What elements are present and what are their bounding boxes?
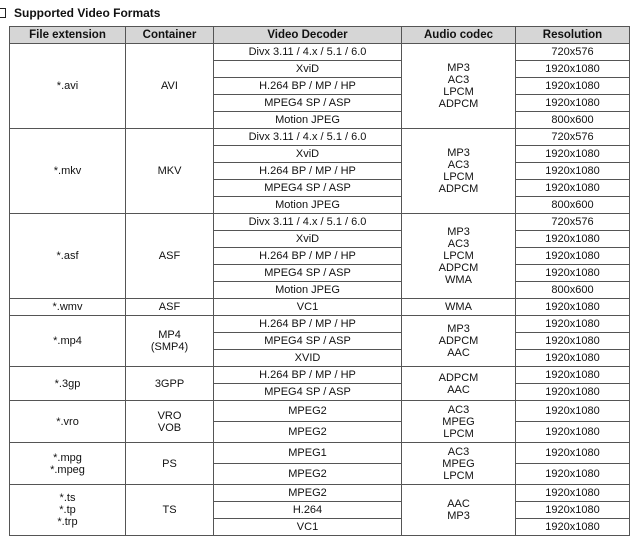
- table-row: [10, 316, 630, 333]
- video-decoder-cell: Motion JPEG: [214, 197, 402, 214]
- video-decoder-cell: VC1: [214, 519, 402, 536]
- resolution-cell: 1920x1080: [516, 265, 630, 282]
- file-extension-cell: [10, 214, 126, 299]
- container-cell: [126, 485, 214, 536]
- video-decoder-cell: MPEG2: [214, 485, 402, 502]
- audio-codec-cell: [402, 214, 516, 299]
- video-decoder-cell: H.264: [214, 502, 402, 519]
- file-extension-cell: [10, 443, 126, 485]
- header-video-decoder: Video Decoder: [214, 27, 402, 44]
- audio-codec-text: LPCM: [443, 427, 474, 440]
- video-decoder-cell: H.264 BP / MP / HP: [214, 163, 402, 180]
- resolution-cell: 1920x1080: [516, 502, 630, 519]
- container-cell: [126, 367, 214, 401]
- section-title: [0, 5, 300, 21]
- audio-codec-text: MP3: [447, 226, 470, 238]
- audio-codec-text: LPCM: [443, 86, 474, 98]
- audio-codec-text: AC3: [447, 403, 470, 416]
- file-extension-text: *.avi: [56, 80, 79, 92]
- video-decoder-cell: H.264 BP / MP / HP: [214, 367, 402, 384]
- table-row: [10, 443, 630, 464]
- audio-codec-cell: [402, 443, 516, 485]
- resolution-cell: 1920x1080: [516, 384, 630, 401]
- resolution-cell: 1920x1080: [516, 401, 630, 422]
- resolution-cell: 1920x1080: [516, 95, 630, 112]
- file-extension-text: *.ts: [59, 492, 76, 504]
- table-row: [10, 485, 630, 502]
- file-extension-text: *.wmv: [52, 301, 83, 313]
- file-extension-text: *.trp: [57, 516, 78, 528]
- container-cell: [126, 316, 214, 367]
- file-extension-cell: [10, 129, 126, 214]
- container-text: MP4: [158, 329, 181, 341]
- video-decoder-cell: MPEG4 SP / ASP: [214, 95, 402, 112]
- audio-codec-text: ADPCM: [438, 335, 479, 347]
- container-text: 3GPP: [154, 377, 185, 390]
- video-decoder-cell: MPEG2: [214, 401, 402, 422]
- file-extension-text: *.mpg: [53, 451, 82, 464]
- audio-codec-text: MP3: [447, 62, 470, 74]
- resolution-cell: 1920x1080: [516, 316, 630, 333]
- video-decoder-cell: MPEG4 SP / ASP: [214, 265, 402, 282]
- resolution-cell: 1920x1080: [516, 333, 630, 350]
- container-cell: [126, 443, 214, 485]
- video-decoder-cell: H.264 BP / MP / HP: [214, 78, 402, 95]
- table-row: [10, 367, 630, 384]
- file-extension-cell: [10, 316, 126, 367]
- container-cell: [126, 44, 214, 129]
- resolution-cell: 1920x1080: [516, 78, 630, 95]
- section-bullet-icon: [0, 8, 6, 18]
- container-text: MKV: [157, 165, 182, 177]
- file-extension-cell: [10, 367, 126, 401]
- resolution-cell: 1920x1080: [516, 231, 630, 248]
- video-decoder-cell: MPEG4 SP / ASP: [214, 180, 402, 197]
- resolution-cell: 1920x1080: [516, 443, 630, 464]
- resolution-cell: 1920x1080: [516, 146, 630, 163]
- video-decoder-cell: Motion JPEG: [214, 282, 402, 299]
- video-decoder-cell: MPEG2: [214, 422, 402, 443]
- resolution-cell: 1920x1080: [516, 163, 630, 180]
- header-container: Container: [126, 27, 214, 44]
- video-decoder-cell: MPEG2: [214, 464, 402, 485]
- audio-codec-cell: [402, 367, 516, 401]
- file-extension-text: *.mpeg: [50, 463, 85, 476]
- container-text: PS: [162, 457, 177, 470]
- table-row: [10, 401, 630, 422]
- file-extension-cell: [10, 401, 126, 443]
- video-decoder-cell: XviD: [214, 231, 402, 248]
- audio-codec-text: LPCM: [443, 250, 474, 262]
- audio-codec-text: AC3: [447, 238, 470, 250]
- audio-codec-text: AC3: [447, 445, 470, 458]
- video-decoder-cell: H.264 BP / MP / HP: [214, 248, 402, 265]
- file-extension-cell: [10, 44, 126, 129]
- audio-codec-text: AC3: [447, 74, 470, 86]
- resolution-cell: 1920x1080: [516, 367, 630, 384]
- container-text: ASF: [158, 301, 181, 313]
- audio-codec-text: AAC: [447, 383, 470, 396]
- audio-codec-text: ADPCM: [438, 371, 479, 384]
- resolution-cell: 1920x1080: [516, 485, 630, 502]
- audio-codec-text: ADPCM: [438, 262, 479, 274]
- table-body: [10, 44, 630, 536]
- resolution-cell: 720x576: [516, 44, 630, 61]
- audio-codec-text: MPEG: [442, 415, 475, 428]
- container-text: AVI: [161, 80, 178, 92]
- section-title-text: Supported Video Formats: [14, 6, 161, 20]
- resolution-cell: 800x600: [516, 282, 630, 299]
- file-extension-text: *.vro: [56, 415, 79, 428]
- video-decoder-cell: Motion JPEG: [214, 112, 402, 129]
- resolution-cell: 1920x1080: [516, 61, 630, 78]
- video-decoder-cell: Divx 3.11 / 4.x / 5.1 / 6.0: [214, 214, 402, 231]
- video-decoder-cell: MPEG4 SP / ASP: [214, 333, 402, 350]
- file-extension-text: *.tp: [59, 504, 76, 516]
- audio-codec-text: MP3: [447, 147, 470, 159]
- audio-codec-text: MPEG: [442, 457, 475, 470]
- header-audio-codec: Audio codec: [402, 27, 516, 44]
- audio-codec-cell: [402, 44, 516, 129]
- audio-codec-text: MP3: [447, 510, 470, 522]
- container-text: VRO: [157, 409, 182, 422]
- audio-codec-text: WMA: [445, 274, 472, 286]
- header-resolution: Resolution: [516, 27, 630, 44]
- resolution-cell: 1920x1080: [516, 464, 630, 485]
- video-decoder-cell: XviD: [214, 146, 402, 163]
- video-decoder-cell: VC1: [214, 299, 402, 316]
- container-cell: [126, 299, 214, 316]
- video-decoder-cell: H.264 BP / MP / HP: [214, 316, 402, 333]
- audio-codec-text: ADPCM: [438, 183, 479, 195]
- container-text: TS: [162, 504, 177, 516]
- resolution-cell: 1920x1080: [516, 248, 630, 265]
- file-extension-cell: [10, 485, 126, 536]
- resolution-cell: 800x600: [516, 197, 630, 214]
- audio-codec-cell: [402, 299, 516, 316]
- audio-codec-text: ADPCM: [438, 98, 479, 110]
- resolution-cell: 1920x1080: [516, 180, 630, 197]
- audio-codec-text: MP3: [447, 323, 470, 335]
- container-text: VOB: [157, 421, 182, 434]
- header-file-extension: File extension: [10, 27, 126, 44]
- file-extension-text: *.asf: [56, 250, 79, 262]
- file-extension-text: *.mp4: [53, 335, 82, 347]
- audio-codec-cell: [402, 316, 516, 367]
- audio-codec-text: WMA: [445, 301, 472, 313]
- resolution-cell: 1920x1080: [516, 350, 630, 367]
- audio-codec-cell: [402, 401, 516, 443]
- resolution-cell: 1920x1080: [516, 519, 630, 536]
- audio-codec-cell: [402, 485, 516, 536]
- file-extension-text: *.3gp: [54, 377, 81, 390]
- table-row: [10, 214, 630, 231]
- resolution-cell: 1920x1080: [516, 422, 630, 443]
- audio-codec-cell: [402, 129, 516, 214]
- container-text: ASF: [158, 250, 181, 262]
- container-cell: [126, 214, 214, 299]
- video-decoder-cell: Divx 3.11 / 4.x / 5.1 / 6.0: [214, 44, 402, 61]
- container-text: (SMP4): [150, 341, 189, 353]
- table-row: [10, 129, 630, 146]
- resolution-cell: 800x600: [516, 112, 630, 129]
- video-decoder-cell: Divx 3.11 / 4.x / 5.1 / 6.0: [214, 129, 402, 146]
- video-decoder-cell: MPEG4 SP / ASP: [214, 384, 402, 401]
- table-row: [10, 44, 630, 61]
- table-row: [10, 299, 630, 316]
- video-decoder-cell: MPEG1: [214, 443, 402, 464]
- audio-codec-text: AC3: [447, 159, 470, 171]
- container-cell: [126, 129, 214, 214]
- video-decoder-cell: XVID: [214, 350, 402, 367]
- video-formats-table: [9, 26, 630, 536]
- resolution-cell: 720x576: [516, 214, 630, 231]
- audio-codec-text: AAC: [447, 347, 470, 359]
- audio-codec-text: LPCM: [443, 171, 474, 183]
- resolution-cell: 1920x1080: [516, 299, 630, 316]
- container-cell: [126, 401, 214, 443]
- video-decoder-cell: XviD: [214, 61, 402, 78]
- audio-codec-text: LPCM: [443, 469, 474, 482]
- file-extension-cell: [10, 299, 126, 316]
- audio-codec-text: AAC: [447, 498, 470, 510]
- file-extension-text: *.mkv: [53, 165, 82, 177]
- resolution-cell: 720x576: [516, 129, 630, 146]
- header-row: [10, 27, 630, 44]
